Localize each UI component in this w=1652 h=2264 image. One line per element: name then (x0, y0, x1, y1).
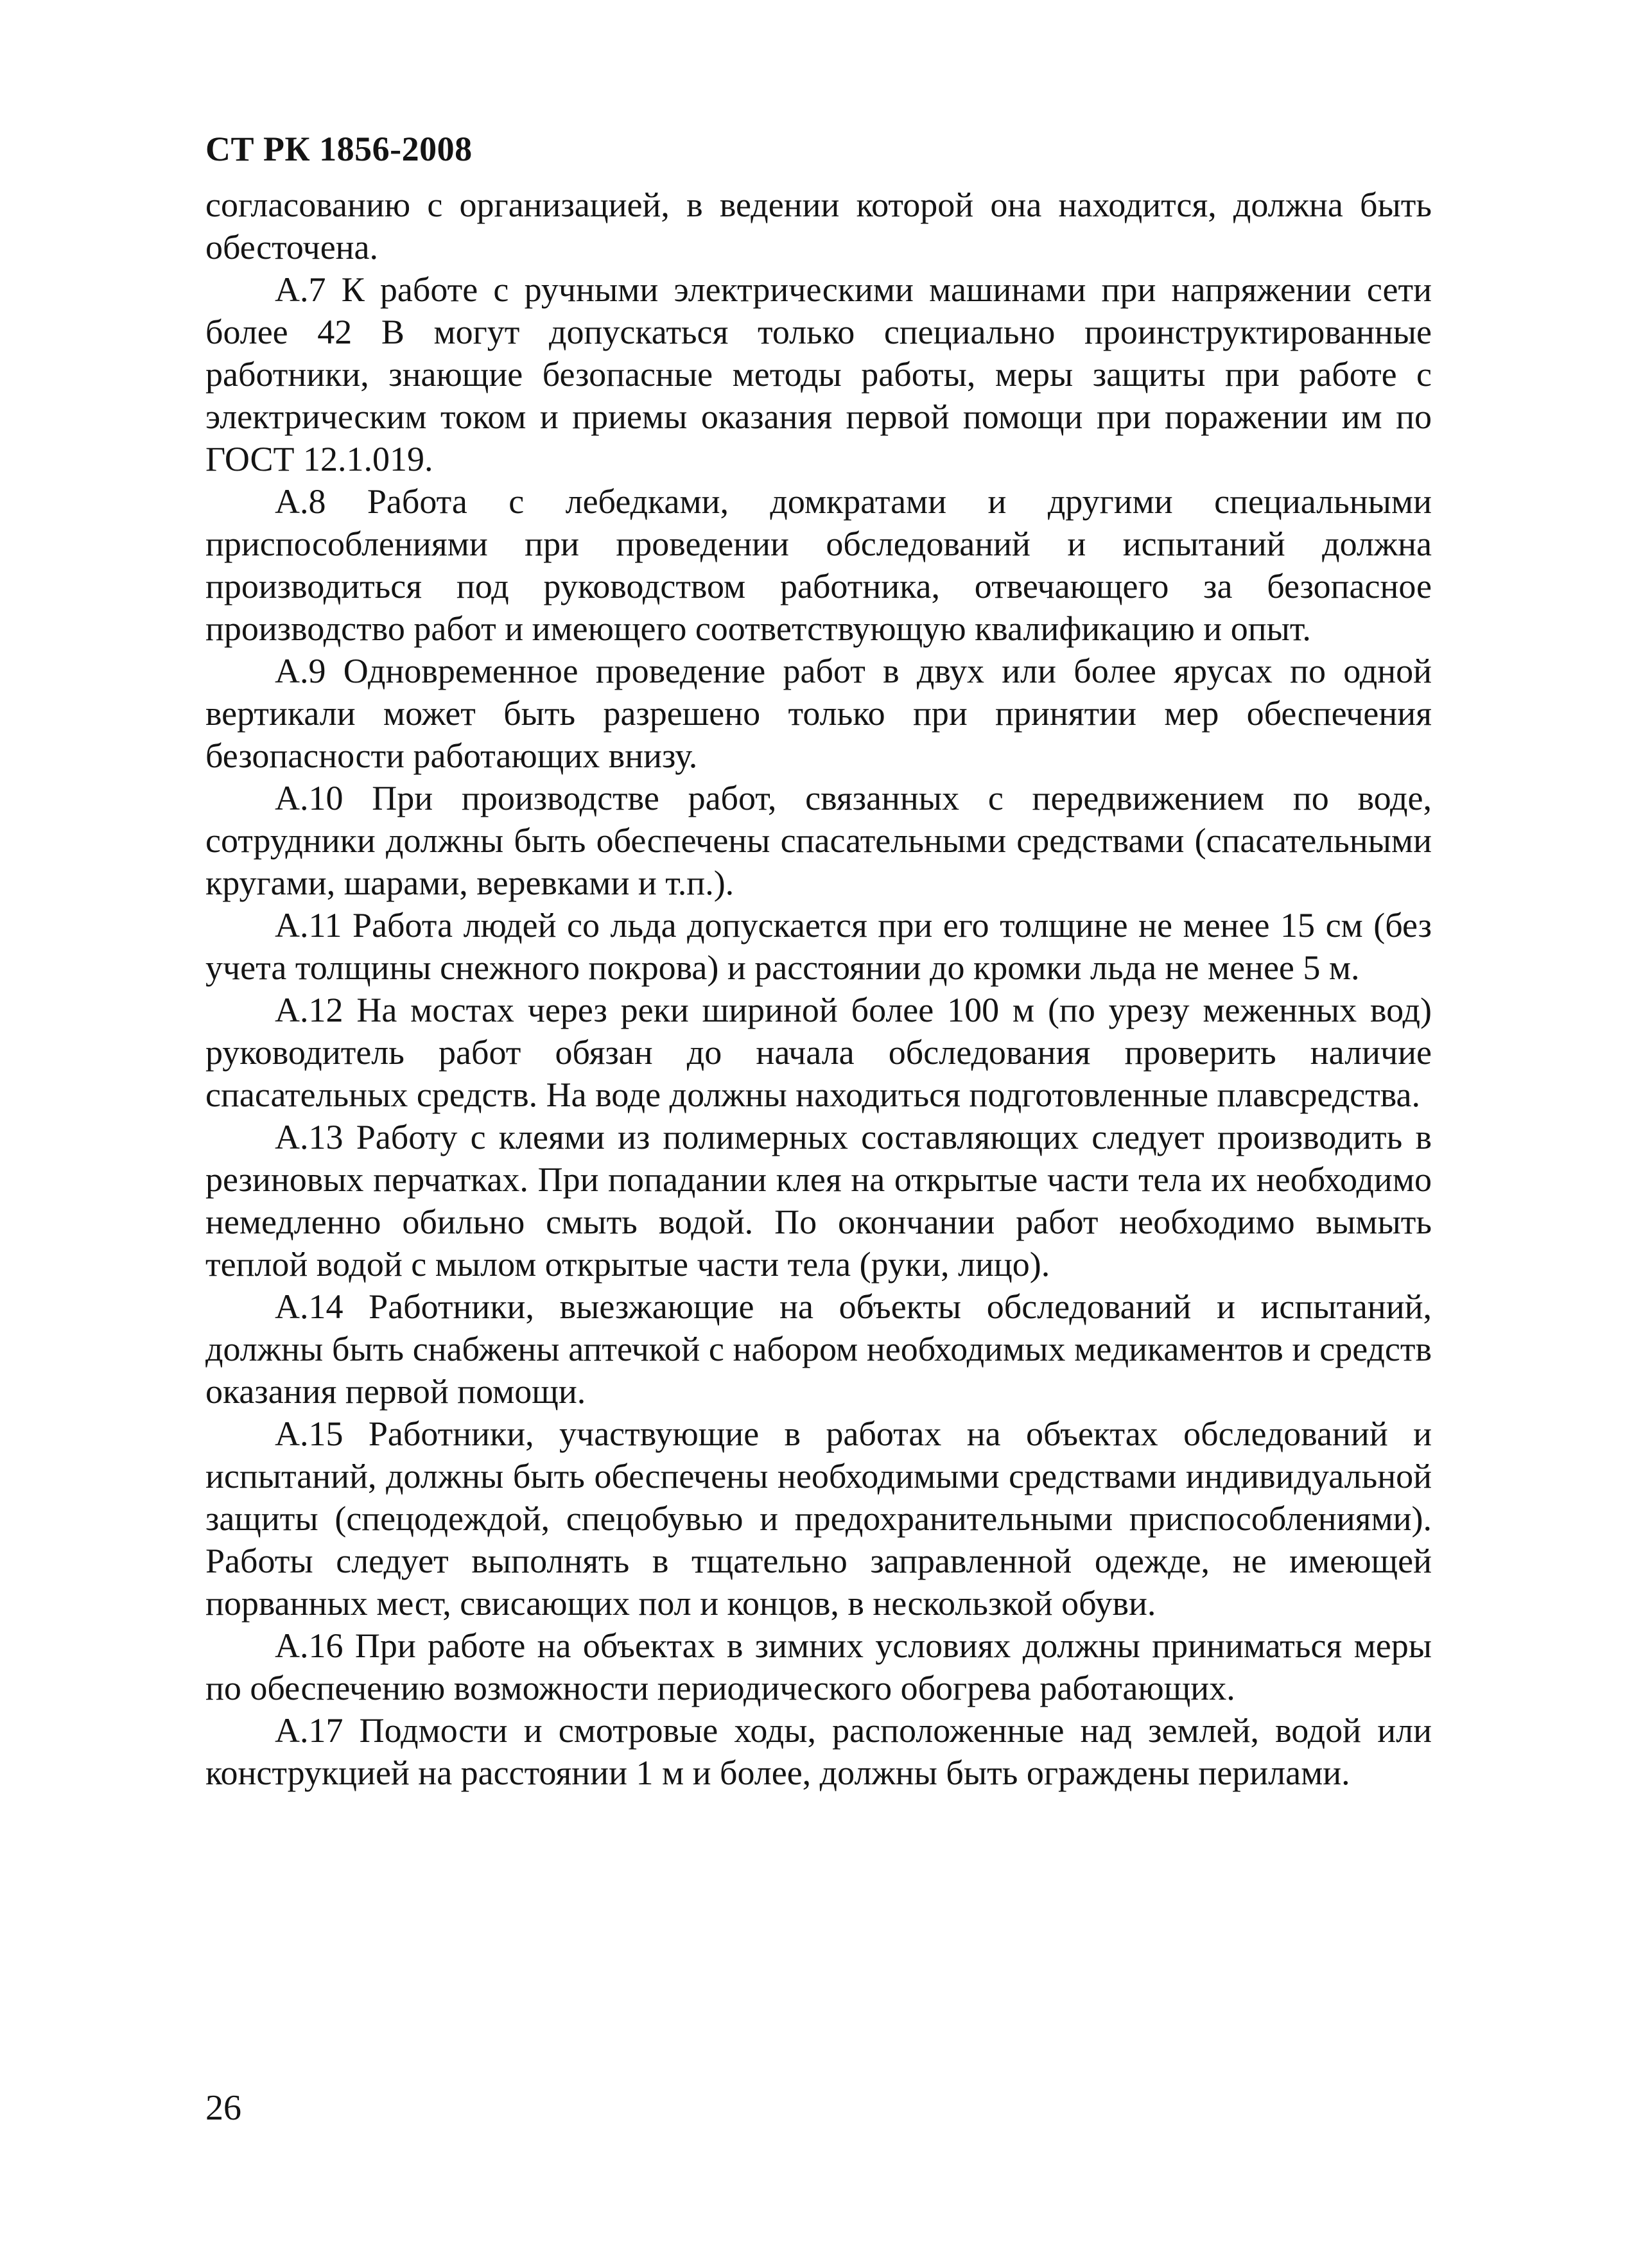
document-body (205, 184, 1432, 1794)
paragraph-continuation: согласованию с организацией, в ведении которой она находится, должна быть обесточена. (205, 186, 1432, 266)
page-number: 26 (205, 2088, 241, 2128)
paragraph-a10: А.10 При производстве работ, связанных с передвижением по воде, сотрудники должны быть обеспечены спасательными средствами (спасательными кругами, шарами, веревками и т.п.). (205, 779, 1432, 902)
paragraph-a9: А.9 Одновременное проведение работ в двух или более ярусах по одной вертикали может быть разрешено только при принятии мер обеспечения безопасности работающих внизу. (205, 652, 1432, 775)
paragraph-a12: А.12 На мостах через реки шириной более 100 м (по урезу меженных вод) руководитель работ обязан до начала обследования проверить наличие спасательных средств. На воде должны находиться подготовленные плавсредства. (205, 991, 1432, 1114)
document-code-header: СТ РК 1856-2008 (205, 130, 473, 168)
paragraph-a14: А.14 Работники, выезжающие на объекты обследований и испытаний, должны быть снабжены аптечкой с набором необходимых медикаментов и средств оказания первой помощи. (205, 1287, 1432, 1411)
paragraph-a8: А.8 Работа с лебедками, домкратами и другими специальными приспособлениями при проведении обследований и испытаний должна производиться под руководством работника, отвечающего за безопасное производство работ и имеющего соответствующую квалификацию и опыт. (205, 482, 1432, 648)
paragraph-a7: А.7 К работе с ручными электрическими машинами при напряжении сети более 42 В могут допускаться только специально проинструктированные работники, знающие безопасные методы работы, меры защиты при работе с электрическим током и приемы оказания первой помощи при поражении им по ГОСТ 12.1.019. (205, 270, 1432, 478)
paragraph-a15: А.15 Работники, участвующие в работах на объектах обследований и испытаний, должны быть обеспечены необходимыми средствами индивидуальной защиты (спецодеждой, спецобувью и предохранительными приспособлениями). Работы следует выполнять в тщательно заправленной одежде, не имеющей порванных мест, свисающих пол и концов, в нескользкой обуви. (205, 1415, 1432, 1623)
paragraph-a16: А.16 При работе на объектах в зимних условиях должны приниматься меры по обеспечению возможности периодического обогрева работающих. (205, 1626, 1432, 1707)
paragraph-a11: А.11 Работа людей со льда допускается при его толщине не менее 15 см (без учета толщины снежного покрова) и расстоянии до кромки льда не менее 5 м. (205, 906, 1432, 987)
paragraph-a17: А.17 Подмости и смотровые ходы, расположенные над землей, водой или конструкцией на расстоянии 1 м и более, должны быть ограждены перилами. (205, 1711, 1432, 1792)
paragraph-a13: А.13 Работу с клеями из полимерных составляющих следует производить в резиновых перчатках. При попадании клея на открытые части тела их необходимо немедленно обильно смыть водой. По окончании работ необходимо вымыть теплой водой с мылом открытые части тела (руки, лицо). (205, 1118, 1432, 1284)
